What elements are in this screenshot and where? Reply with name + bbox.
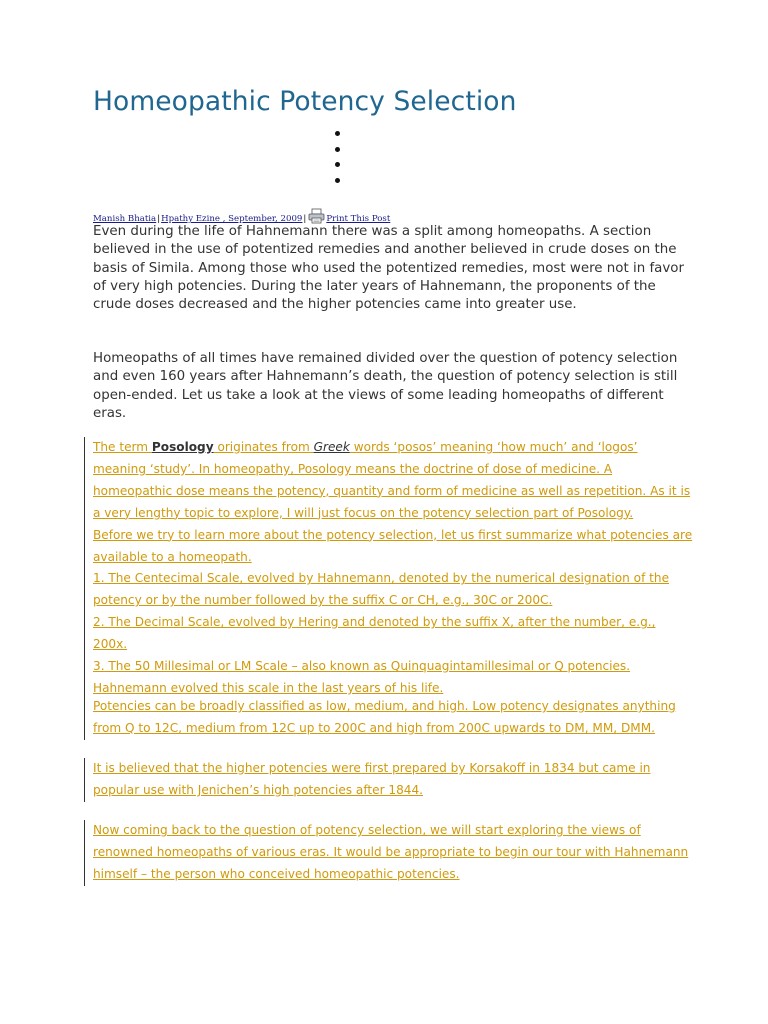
- meta-separator: |: [157, 214, 161, 224]
- printer-icon[interactable]: [308, 208, 325, 224]
- quote-text: originates from: [213, 440, 314, 454]
- print-post-link[interactable]: Print This Post: [326, 214, 391, 224]
- bullet-dot: [335, 147, 340, 152]
- posology-quote: [84, 437, 693, 700]
- bullet-list: [335, 131, 340, 193]
- quote-text: Now coming back to the question of potency selection, we will start exploring the views of renowned homeopaths of various eras. It would be appropriate to begin our tour with Hahnemann himself – the person who conceived homeopathic potencies.: [93, 823, 689, 881]
- second-paragraph: Homeopaths of all times have remained divided over the question of potency selection and even 160 years after Hahnemann’s death, the question of potency selection is still open-ended. Let us take a look at the views of some leading homeopaths of different eras.: [93, 351, 678, 421]
- page-title: Homeopathic Potency Selection: [93, 86, 517, 117]
- post-meta: [93, 204, 390, 224]
- scale-item: 3. The 50 Millesimal or LM Scale – also known as Quinquagintamillesimal or Q potencies. Hahnemann evolved this scale in the last years of his life.: [93, 659, 631, 695]
- quote-text: It is believed that the higher potencies were first prepared by Korsakoff in 1834 but came in popular use with Jenichen’s high potencies after 1844.: [93, 761, 651, 797]
- potency-intro: Before we try to learn more about the potency selection, let us first summarize what potencies are available to a homeopath.: [93, 527, 693, 564]
- publication-link[interactable]: Hpathy Ezine , September, 2009: [161, 214, 303, 224]
- greek-term: Greek: [313, 440, 350, 454]
- history-quote: [84, 758, 693, 802]
- posology-definition: [93, 437, 693, 525]
- intro-paragraph: Even during the life of Hahnemann there was a split among homeopaths. A section believed in the use of potentized remedies and another believed in crude doses on the basis of Simila. Among those who used the potentized remedies, most were not in favor of very high potencies. During the later years of Hahnemann, the proponents of the crude doses decreased and the higher potencies came into greater use.: [93, 224, 684, 313]
- author-link[interactable]: Manish Bhatia: [93, 214, 157, 224]
- quote-text: The term: [93, 440, 152, 454]
- meta-separator: |: [303, 214, 307, 224]
- classification-quote: [84, 696, 693, 740]
- posology-term: Posology: [151, 440, 214, 454]
- scale-item: 2. The Decimal Scale, evolved by Hering and denoted by the suffix X, after the number, e.g., 200x.: [93, 615, 656, 652]
- quote-text: words ‘posos’ meaning ‘how much’ and ‘logos’ meaning ‘study’. In homeopathy, Posology means the doctrine of dose of medicine. A homeopathic dose means the potency, quantity and form of medicine as well as repetition. As it is a very lengthy topic to explore, I will just focus on the potency selection part of Posology.: [93, 440, 691, 520]
- scale-item: 1. The Centecimal Scale, evolved by Hahnemann, denoted by the numerical designation of the potency or by the number followed by the suffix C or CH, e.g., 30C or 200C.: [93, 571, 670, 608]
- quote-text: Potencies can be broadly classified as low, medium, and high. Low potency designates anything from Q to 12C, medium from 12C up to 200C and high from 200C upwards to DM, MM, DMM.: [93, 699, 676, 735]
- bullet-dot: [335, 131, 340, 136]
- transition-quote: [84, 820, 693, 886]
- bullet-dot: [335, 162, 340, 167]
- bullet-dot: [335, 178, 340, 183]
